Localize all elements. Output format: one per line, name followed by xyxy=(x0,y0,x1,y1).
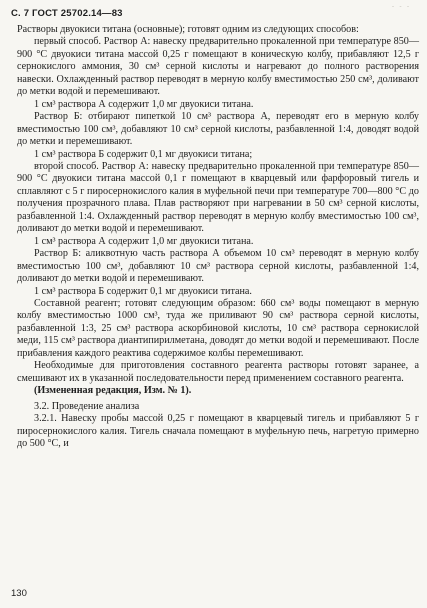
section-heading: 3.2. Проведение анализа xyxy=(34,400,140,412)
method-2-solution-a: второй способ. Раствор А: навеску предварительно прокаленной при температуре 850—900 °С двуокиси титана массой 0,1 г помещают в кварцевый или фарфоровый тигель и сплавляют с 5 г пиросернокислого калия в муфельной печи при температуре 700—800 °С до получения прозрачного плава. Плав растворяют при нагревании в 50 см³ серной кислоты, разбавленной 1:4. Охлажденный раствор переводят в мерную колбу вместимостью 100 см³, доливают до метки водой и перемешивают. xyxy=(17,160,419,235)
page-number: 130 xyxy=(11,588,27,599)
method-2-solution-a-content: 1 см³ раствора А содержит 1,0 мг двуокиси титана. xyxy=(34,235,254,247)
edition-note: (Измененная редакция, Изм. № 1). xyxy=(34,385,192,397)
method-2-solution-b-content: 1 см³ раствора Б содержит 0,1 мг двуокиси титана. xyxy=(34,285,252,297)
intro-paragraph: Растворы двуокиси титана (основные); готовят одним из следующих способов: xyxy=(17,24,359,35)
method-1-solution-a-content: 1 см³ раствора А содержит 1,0 мг двуокиси титана. xyxy=(34,98,254,110)
scan-mark: - - - xyxy=(392,4,411,10)
method-1-solution-a: первый способ. Раствор А: навеску предварительно прокаленной при температуре 850—900 °С двуокиси титана массой 0,25 г помещают в коническую колбу, прибавляют 12,5 г сернокислого аммония, 30 см³ серной кислоты и нагревают до полного растворения навески. Охлажденный раствор переводят в мерную колбу вместимостью 250 см³, доливают до метки водой и перемешивают. xyxy=(17,36,419,98)
method-2-solution-b: Раствор Б: аликвотную часть раствора А объемом 10 см³ переводят в мерную колбу вместимостью 100 см³, добавляют 10 см³ раствора серной кислоты, разбавленной 1:4, доливают до метки водой и перемешивают. xyxy=(17,248,419,285)
document-body xyxy=(17,24,419,450)
method-1-solution-b: Раствор Б: отбирают пипеткой 10 см³ раствора А, переводят его в мерную колбу вместимостью 100 см³, добавляют 10 см³ серной кислоты, разбавленной 1:4, доводят водой до метки и перемешивают. xyxy=(17,111,419,148)
composite-reagent-paragraph: Составной реагент; готовят следующим образом: 660 см³ воды помещают в мерную колбу вместимостью 1000 см³, туда же приливают 90 см³ раствора серной кислоты, разбавленной 1:3, 25 см³ раствора аскорбиновой кислоты, 10 см³ раствора сернокислой меди, 115 см³ раствора диантипирилметана, доводят до метки водой и перемешивают. После прибавления каждого реактива содержимое колбы перемешивают. xyxy=(17,297,419,359)
composite-reagent-note: Необходимые для приготовления составного реагента растворы готовят заранее, а смешивают их в указанной последовательности перед применением составного реагента. xyxy=(17,360,419,384)
method-1-solution-b-content: 1 см³ раствора Б содержит 0,1 мг двуокиси титана; xyxy=(34,148,253,160)
page-header: С. 7 ГОСТ 25702.14—83 xyxy=(11,8,123,19)
section-3-2-1-paragraph: 3.2.1. Навеску пробы массой 0,25 г помещают в кварцевый тигель и прибавляют 5 г пиросернокислого калия. Тигель сначала помещают в муфельную печь, нагретую примерно до 500 °С, и xyxy=(17,413,419,449)
